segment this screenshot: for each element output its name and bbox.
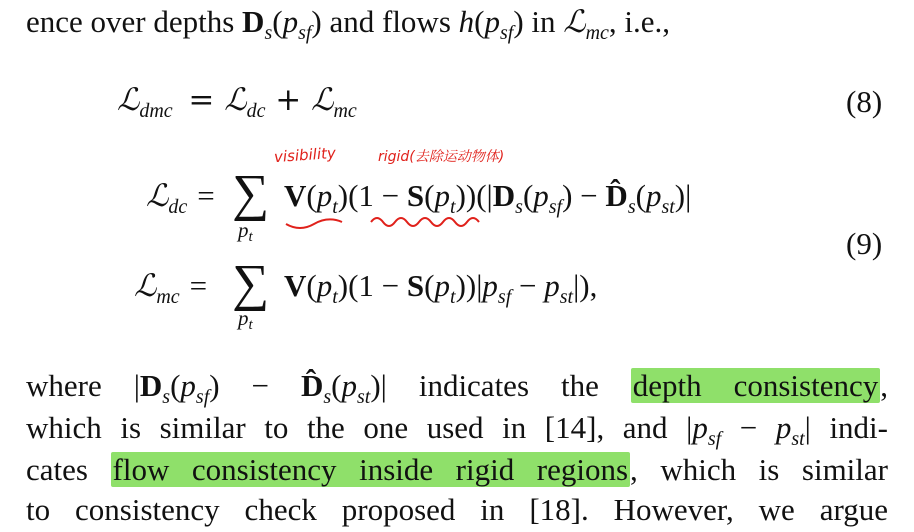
para-l2-b: indi- — [810, 410, 888, 445]
eq8-rhs: = ℒ — [188, 82, 247, 118]
intro-text-c: in — [523, 4, 564, 39]
intro-text-d: , i.e., — [608, 4, 671, 39]
annotation-visibility: visibility — [273, 143, 337, 167]
eq8-rhs-sub2: mc — [333, 100, 357, 122]
sum-symbol-9a: ∑ — [232, 165, 270, 222]
sum-symbol-9b: ∑ — [232, 255, 270, 312]
eq8-lhs: ℒ — [117, 82, 140, 118]
paragraph-line-3 — [26, 450, 888, 490]
para-l2-a: which is similar to the one used in [14], and — [26, 410, 687, 445]
para-l1-c: , — [880, 368, 888, 403]
para-l3-b: , which is similar — [630, 452, 888, 487]
highlight-depth-consistency: depth consistency — [632, 368, 879, 403]
para-l4: to consistency check proposed in [18]. However, we argue — [26, 492, 888, 527]
eq8-lhs-sub: dmc — [139, 100, 173, 122]
intro-line: ence over depths $D_s(p_{sf})$ and flows $h(p_{sf})$ in ℒ$_{mc}$, i.e., — [26, 4, 671, 44]
equation-9b-lhs: ℒ$_{mc}$ = — [134, 268, 208, 308]
eq9b-lhs-sub: mc — [156, 286, 180, 308]
eq8-rhs-sub1: dc — [246, 100, 266, 122]
para-l3-a: cates — [26, 452, 111, 487]
paragraph-line-1: where $|D_s(p_{sf})$ − $D̂_s(p_{st})|$ indicates the depth consistency, — [26, 368, 888, 408]
equation-9b-body: $V(p_t)(1 - S(p_t))|p_{sf} - p_{st}|$), — [284, 268, 598, 308]
eq9a-lhs-sub: dc — [168, 196, 188, 218]
intro-text-b: and flows — [321, 4, 459, 39]
equation-9a-body: $V(p_t)(1 - S(p_t))(|D_s(p_{sf})$ − $D̂_s(p_{st})|$ — [284, 178, 692, 218]
sum-index-9b: pt — [238, 306, 253, 333]
para-l1-b: indicates the — [386, 368, 631, 403]
rigid-squiggle — [371, 218, 479, 226]
equation-9-number: (9) — [846, 226, 883, 261]
annotation-rigid: rigid(去除运动物体) — [378, 149, 505, 165]
para-l1-a: where — [26, 368, 134, 403]
highlight-flow-consistency: flow consistency inside rigid regions — [112, 452, 629, 487]
visibility-underline — [286, 219, 342, 228]
equation-9a-lhs: ℒ$_{dc}$ = — [146, 178, 215, 218]
equation-8-number: (8) — [846, 84, 883, 119]
intro-text-a: ence over depths — [26, 4, 243, 39]
eq8-plus: + ℒ — [265, 82, 334, 118]
paragraph-line-2: which is similar to the one used in [14], and $|p_{sf} - p_{st}|$ indi- — [26, 410, 888, 450]
sum-index-9a: pt — [238, 218, 253, 245]
paragraph-line-4 — [26, 490, 888, 530]
